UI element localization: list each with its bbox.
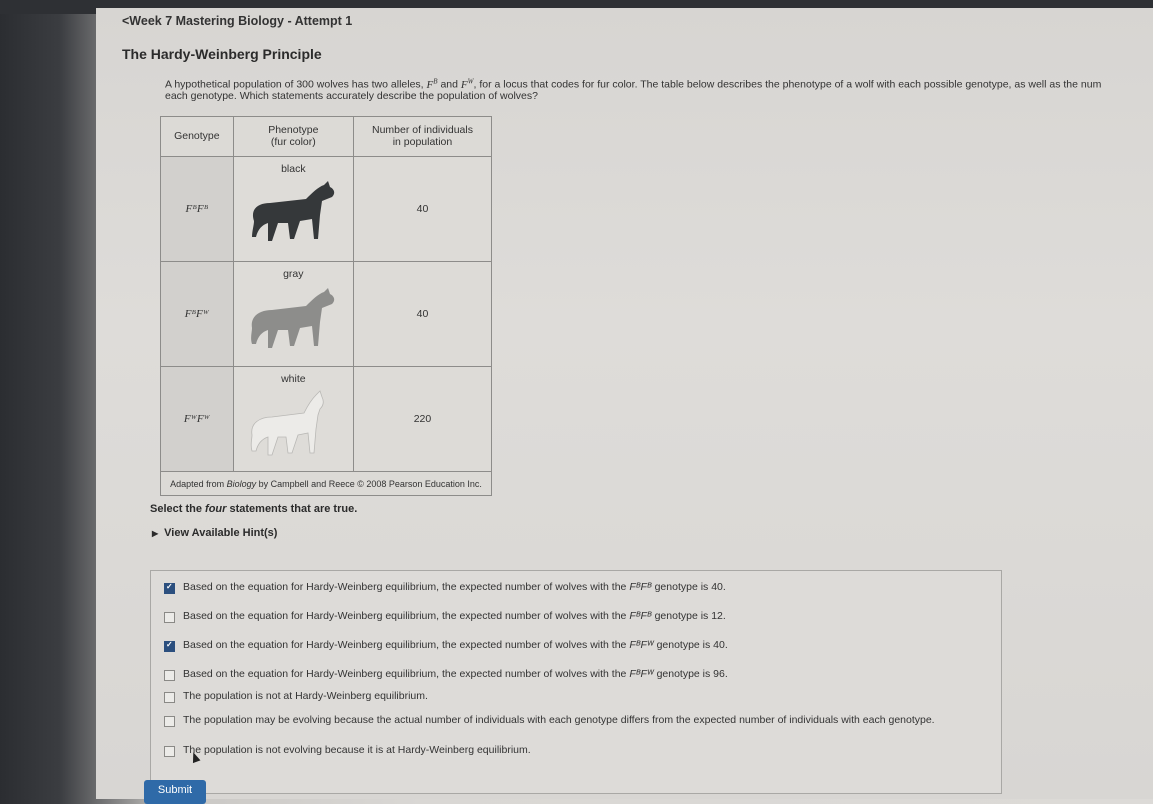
- checkbox[interactable]: [164, 670, 175, 681]
- view-hints-toggle[interactable]: ▶ View Available Hint(s): [152, 527, 278, 539]
- checkbox[interactable]: [164, 716, 175, 727]
- select-instruction: Select the four statements that are true.: [150, 503, 358, 515]
- table-row: [161, 156, 492, 261]
- genotype-cell: FᴮFᴮ: [161, 156, 234, 261]
- page-title: The Hardy-Weinberg Principle: [122, 46, 322, 62]
- count-cell: 40: [353, 262, 491, 367]
- genotype-cell: FᴮFᵂ: [161, 262, 234, 367]
- white-wolf-image: [248, 389, 340, 461]
- header-genotype: Genotype: [161, 117, 234, 157]
- checkbox[interactable]: [164, 692, 175, 703]
- phenotype-label: gray: [283, 268, 304, 281]
- phenotype-cell: [233, 156, 353, 261]
- allele-w: $F^W$: [460, 77, 474, 91]
- table-caption-row: [161, 472, 492, 496]
- count-cell: 40: [353, 156, 491, 261]
- header-phenotype: Phenotype (fur color): [233, 117, 353, 157]
- table-header-row: [161, 117, 492, 157]
- question-and: and: [440, 78, 458, 91]
- count-cell: 220: [353, 367, 491, 472]
- table-row: [161, 367, 492, 472]
- checkbox[interactable]: [164, 612, 175, 623]
- table-caption: Adapted from Biology by Campbell and Reece © 2008 Pearson Education Inc.: [161, 472, 492, 496]
- header-count: Number of individuals in population: [353, 117, 491, 157]
- checkbox[interactable]: [164, 641, 175, 652]
- phenotype-cell: [233, 262, 353, 367]
- question-text-b: , for a locus that codes for fur color. The table below describes the phenotype of a wolf with each possible genotype, as well as the num: [473, 78, 1102, 91]
- checkbox[interactable]: [164, 746, 175, 757]
- allele-b: $F^B$: [426, 77, 438, 91]
- answer-options-box: ✓ Based on the equation for Hardy-Weinberg equilibrium, the expected number of wolves with the FᴮFᴮ genotype is 40. Based on the equation for Hardy-Weinberg equilibrium, the expected number of wolves with the FᴮFᴮ genotype is 12. ✓ Based on the equation for Hardy-Weinberg equilibrium, the expected number of wolves with the FᴮFᵂ genotype is 40. Based on the equation for Hardy-Weinberg equilibrium, the expected number of wolves with the FᴮFᵂ genotype is 96. The population is not at Hardy-Weinberg equilibrium. The population may be evolving because the actual number of individuals with each genotype differs from the expected number of individuals with each genotype. The population is not evolving because it is at Hardy-Weinberg equilibrium.: [150, 570, 1002, 794]
- submit-button[interactable]: Submit: [144, 780, 206, 804]
- table-row: [161, 262, 492, 367]
- phenotype-cell: [233, 367, 353, 472]
- question-line-1: [165, 77, 1101, 91]
- checkbox[interactable]: [164, 583, 175, 594]
- phenotype-label: black: [281, 162, 306, 175]
- back-to-assignment-link[interactable]: <Week 7 Mastering Biology - Attempt 1: [122, 14, 353, 28]
- genotype-table: [160, 116, 492, 496]
- question-text-a: A hypothetical population of 300 wolves has two alleles,: [165, 78, 424, 91]
- phenotype-label: white: [281, 373, 306, 386]
- caret-right-icon: ▶: [152, 529, 159, 538]
- genotype-cell: FᵂFᵂ: [161, 367, 234, 472]
- gray-wolf-image: [248, 284, 340, 356]
- question-line-2: each genotype. Which statements accurately describe the population of wolves?: [165, 90, 538, 102]
- black-wolf-image: [248, 179, 340, 251]
